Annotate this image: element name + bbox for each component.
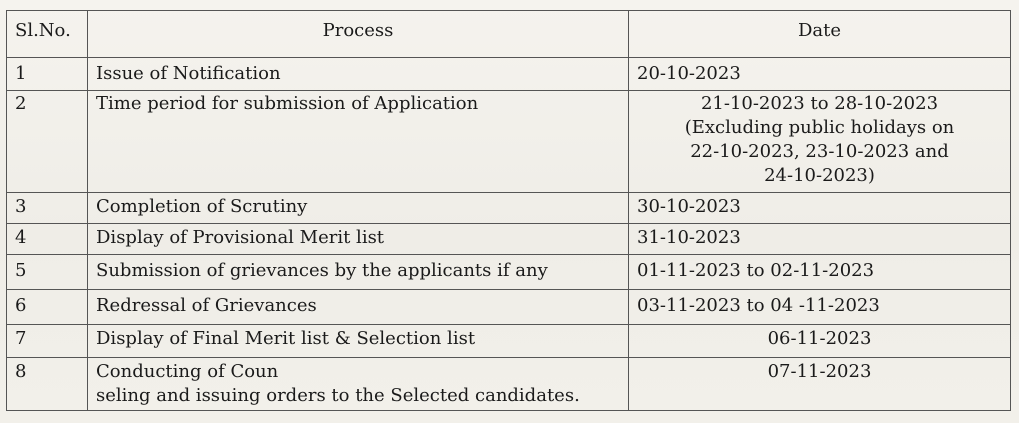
table-row	[7, 358, 1011, 411]
date-text: 03-11-2023 to 04 -11-2023	[637, 295, 880, 316]
date-text: 20-10-2023	[637, 63, 741, 84]
process-text-continued: seling and issuing orders to the Selected candidates.	[96, 385, 580, 406]
row-process	[88, 358, 629, 411]
process-text: Issue of Notification	[96, 63, 281, 84]
table-header-row	[7, 11, 1011, 58]
row-date	[629, 193, 1011, 224]
date-text: 07-11-2023	[767, 361, 872, 382]
row-date	[629, 358, 1011, 411]
row-process	[88, 224, 629, 255]
date-note-line: 22-10-2023, 23-10-2023 and	[690, 141, 949, 162]
row-sl-no: 5	[7, 255, 88, 290]
process-text: Redressal of Grievances	[96, 295, 317, 316]
row-process	[88, 290, 629, 325]
row-process	[88, 193, 629, 224]
row-date	[629, 224, 1011, 255]
header-date: Date	[629, 11, 1011, 58]
header-process: Process	[88, 11, 629, 58]
schedule-table	[6, 10, 1011, 411]
row-sl-no: 3	[7, 193, 88, 224]
table-row	[7, 224, 1011, 255]
process-text: Completion of Scrutiny	[96, 196, 308, 217]
row-date	[629, 58, 1011, 91]
row-sl-no: 7	[7, 325, 88, 358]
row-date	[629, 255, 1011, 290]
row-sl-no: 1	[7, 58, 88, 91]
table-row	[7, 91, 1011, 193]
row-sl-no: 6	[7, 290, 88, 325]
process-text: Conducting of Coun	[96, 361, 279, 382]
row-sl-no: 8	[7, 358, 88, 411]
row-process	[88, 325, 629, 358]
table-row	[7, 290, 1011, 325]
row-date	[629, 290, 1011, 325]
row-date	[629, 91, 1011, 193]
table-row	[7, 255, 1011, 290]
table-row	[7, 325, 1011, 358]
date-note-line: 24-10-2023)	[764, 165, 875, 186]
table-row	[7, 58, 1011, 91]
table-row	[7, 193, 1011, 224]
process-text: Display of Final Merit list & Selection list	[96, 328, 476, 349]
process-text: Display of Provisional Merit list	[96, 227, 385, 248]
process-text: Time period for submission of Application	[96, 93, 479, 114]
row-date	[629, 325, 1011, 358]
row-process	[88, 255, 629, 290]
date-text: 30-10-2023	[637, 196, 741, 217]
date-text: 01-11-2023 to 02-11-2023	[637, 260, 875, 281]
header-sl-no: Sl.No.	[7, 11, 88, 58]
date-text: 06-11-2023	[767, 328, 872, 349]
row-process	[88, 58, 629, 91]
row-process	[88, 91, 629, 193]
row-sl-no: 4	[7, 224, 88, 255]
date-note-line: (Excluding public holidays on	[684, 117, 955, 138]
process-text: Submission of grievances by the applicants if any	[96, 260, 548, 281]
row-sl-no: 2	[7, 91, 88, 193]
date-text: 31-10-2023	[637, 227, 741, 248]
date-text: 21-10-2023 to 28-10-2023	[700, 93, 939, 114]
